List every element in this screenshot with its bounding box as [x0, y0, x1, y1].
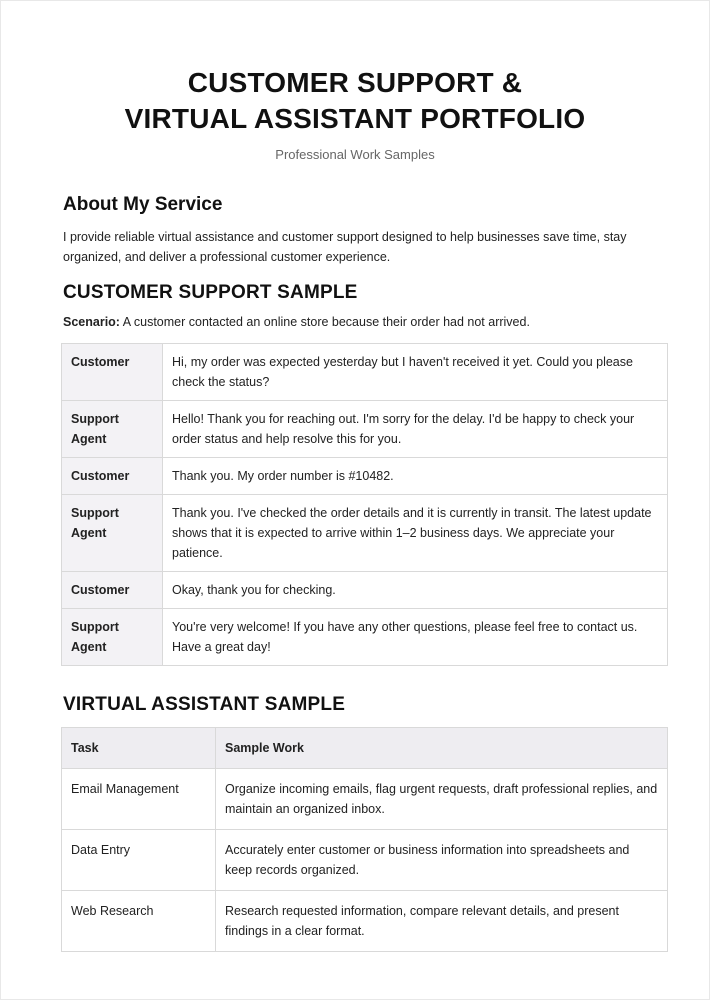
- message-cell: Thank you. I've checked the order details and it is currently in transit. The latest update shows that it is expected to arrive within 1–2 business days. We appreciate your patience.: [163, 495, 668, 572]
- work-cell: Research requested information, compare relevant details, and present findings in a clear format.: [216, 891, 668, 952]
- table-row: [62, 495, 668, 572]
- message-cell: Hi, my order was expected yesterday but I haven't received it yet. Could you please check the status?: [163, 344, 668, 401]
- scenario-text: [63, 315, 530, 329]
- table-row: [62, 769, 668, 830]
- scenario-description: A customer contacted an online store because their order had not arrived.: [119, 315, 530, 329]
- title-line-1: CUSTOMER SUPPORT &: [187, 67, 523, 98]
- message-cell: You're very welcome! If you have any other questions, please feel free to contact us. Have a great day!: [163, 609, 668, 666]
- speaker-cell: Customer: [62, 572, 163, 609]
- table-row: [62, 609, 668, 666]
- page-title: [1, 65, 709, 137]
- task-cell: Email Management: [62, 769, 216, 830]
- message-cell: Thank you. My order number is #10482.: [163, 458, 668, 495]
- task-cell: Data Entry: [62, 830, 216, 891]
- task-cell: Web Research: [62, 891, 216, 952]
- table-row: [62, 891, 668, 952]
- customer-support-heading: CUSTOMER SUPPORT SAMPLE: [63, 282, 358, 303]
- table-row: [62, 401, 668, 458]
- scenario-label: Scenario:: [63, 315, 120, 329]
- message-cell: Hello! Thank you for reaching out. I'm sorry for the delay. I'd be happy to check your order status and help resolve this for you.: [163, 401, 668, 458]
- work-cell: Organize incoming emails, flag urgent requests, draft professional replies, and maintain an organized inbox.: [216, 769, 668, 830]
- table-row: [62, 458, 668, 495]
- title-line-2: VIRTUAL ASSISTANT PORTFOLIO: [124, 103, 586, 134]
- speaker-cell: Customer: [62, 458, 163, 495]
- message-cell: Okay, thank you for checking.: [163, 572, 668, 609]
- about-text: I provide reliable virtual assistance and customer support designed to help businesses save time, stay organized, and deliver a professional customer experience.: [63, 230, 627, 264]
- speaker-cell: Support Agent: [62, 401, 163, 458]
- column-header-task: Task: [62, 728, 216, 769]
- about-heading: About My Service: [63, 194, 223, 215]
- table-row: [62, 572, 668, 609]
- virtual-assistant-table: [61, 727, 668, 952]
- page-subtitle: Professional Work Samples: [275, 147, 435, 162]
- column-header-sample-work: Sample Work: [216, 728, 668, 769]
- table-header-row: [62, 728, 668, 769]
- virtual-assistant-heading: VIRTUAL ASSISTANT SAMPLE: [63, 694, 346, 715]
- speaker-cell: Support Agent: [62, 495, 163, 572]
- customer-support-table: [61, 343, 668, 666]
- work-cell: Accurately enter customer or business information into spreadsheets and keep records organized.: [216, 830, 668, 891]
- table-row: [62, 344, 668, 401]
- speaker-cell: Customer: [62, 344, 163, 401]
- table-row: [62, 830, 668, 891]
- speaker-cell: Support Agent: [62, 609, 163, 666]
